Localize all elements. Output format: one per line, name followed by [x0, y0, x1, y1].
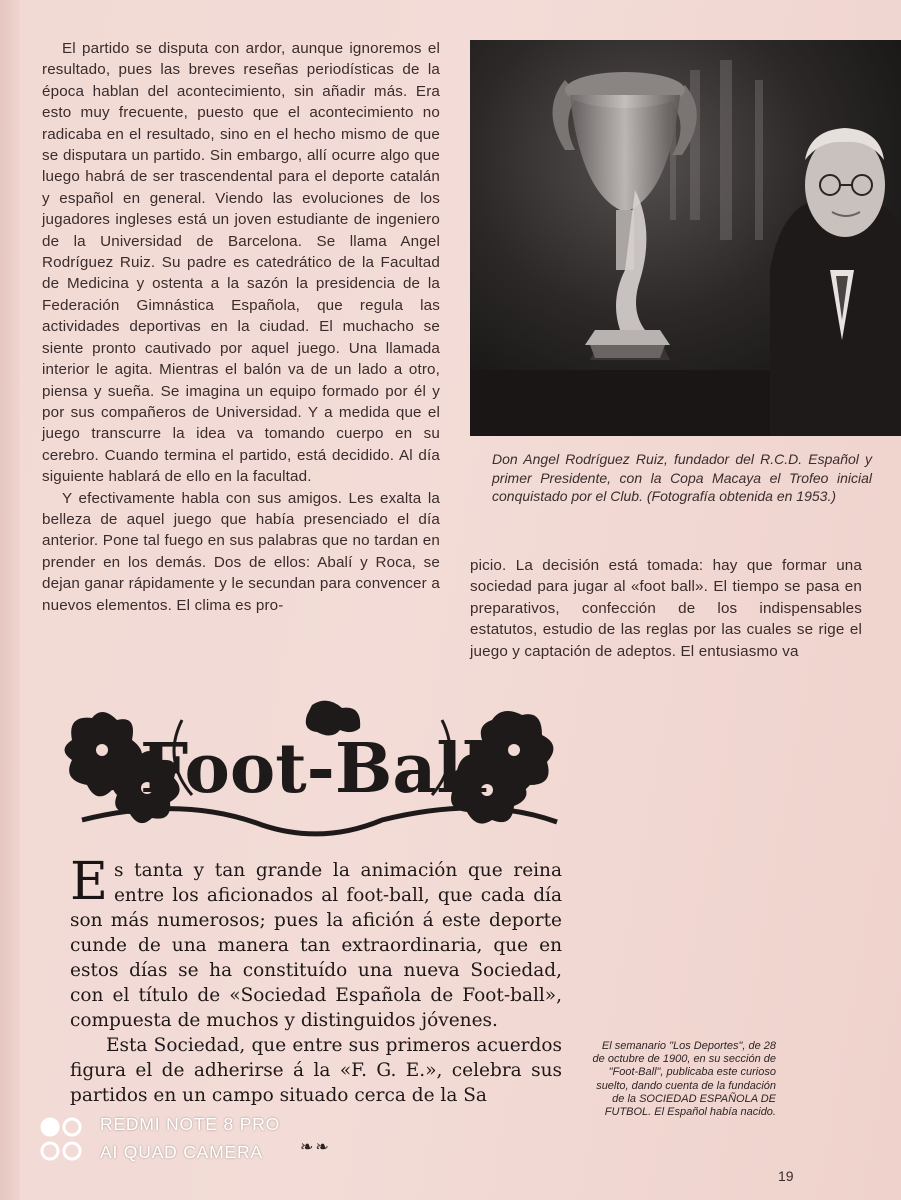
founder-with-trophy-image [470, 40, 901, 436]
drop-cap: E [70, 852, 108, 912]
founder-photo [470, 40, 901, 436]
clover-ornament-icon [62, 700, 567, 850]
article-paragraph-2: Y efectivamente habla con sus amigos. Les exalta la belleza de aquel juego que había presenciado el día anterior. Pone tal fuego en sus palabras que no tardan en prender en los demás. Dos de ellos: Abalí y Roca, se dejan ganar rápidamente y le secundan para convencer a nuevos elementos. El clima es pro- [42, 489, 440, 614]
fleuron-icon: ❧❧ [300, 1139, 331, 1156]
page-gutter [0, 0, 20, 1200]
banner-title: Foot-Ball [139, 729, 489, 809]
foot-ball-banner [62, 700, 567, 850]
clipping-paragraph-2: Esta Sociedad, que entre sus primeros acuerdos figura el de adherirse á la «F. G. E.», celebra sus partidos en un campo situado cerca de la Sa [70, 1035, 562, 1106]
watermark-model: REDMI NOTE 8 PRO [100, 1114, 281, 1134]
quad-camera-icon [38, 1114, 86, 1164]
camera-watermark [38, 1112, 308, 1168]
clipping-side-note: El semanario "Los Deportes", de 28 de octubre de 1900, en su sección de "Foot-Ball", publicaba este curioso suelto, dando cuenta de la fundación de la SOCIEDAD ESPAÑOLA DE FUTBOL. El Español había nacido. [592, 1040, 776, 1119]
photo-caption: Don Angel Rodríguez Ruiz, fundador del R.C.D. Español y primer Presidente, con la Copa Macaya el Trofeo inicial conquistado por el Club. (Fotografía obtenida en 1953.) [492, 451, 872, 504]
clipping-paragraph-1 [70, 852, 562, 1033]
clipping-paragraph-1-text: s tanta y tan grande la animación que reina entre los aficionados al foot-ball, que cada día son más numerosos; pues la afición á este deporte cunde de una manera tan extraordinaria, que en estos días se ha constituído una nueva Sociedad, con el título de «Sociedad Española de Foot-ball», compuesta de muchos y distinguidos jóvenes. [70, 860, 562, 1031]
article-paragraph-3: picio. La decisión está tomada: hay que formar una sociedad para jugar al «foot ball». El tiempo se pasa en preparativos, confección de los indispensables estatutos, estudio de las reglas por las cuales se rige el juego y captación de adeptos. El entusiasmo va [470, 557, 862, 660]
watermark-camera: AI QUAD CAMERA [100, 1142, 263, 1162]
clipping-text [70, 852, 562, 1108]
article-left-column [42, 38, 440, 616]
newspaper-clipping [62, 700, 567, 1170]
article-paragraph-1: El partido se disputa con ardor, aunque ignoremos el resultado, pues las breves reseñas periodísticas de la época hablan del acontecimiento, sin añadir más. Era esto muy frecuente, puesto que el acontecimiento no radicaba en el resultado, sino en el hecho mismo de que se disputara un partido. Sin embargo, allí ocurre algo que luego habrá de ser trascendental para el deporte catalán y español en general. Viendo las evoluciones de los jugadores ingleses está un joven estudiante de ingeniero de la Universidad de Barcelona. Se llama Angel Rodríguez Ruiz. Su padre es catedrático de la Facultad de Medicina y ostenta a la sazón la presidencia de la Federación Gimnástica Española, que regula las actividades deportivas en la ciudad. El muchacho se siente pronto cautivado por aquel juego. Una llamada interior le agita. Mientras el balón va de un lado a otro, piensa y sueña. Se imagina un equipo formado por él y por sus compañeros de Universidad. Y a medida que el juego transcurre la idea va tomando cuerpo en su cerebro. Cuando termina el partido, está decidido. Al día siguiente hablará de ello en la facultad. [42, 40, 440, 486]
article-right-column [470, 555, 862, 662]
page-number: 19 [778, 1168, 794, 1184]
